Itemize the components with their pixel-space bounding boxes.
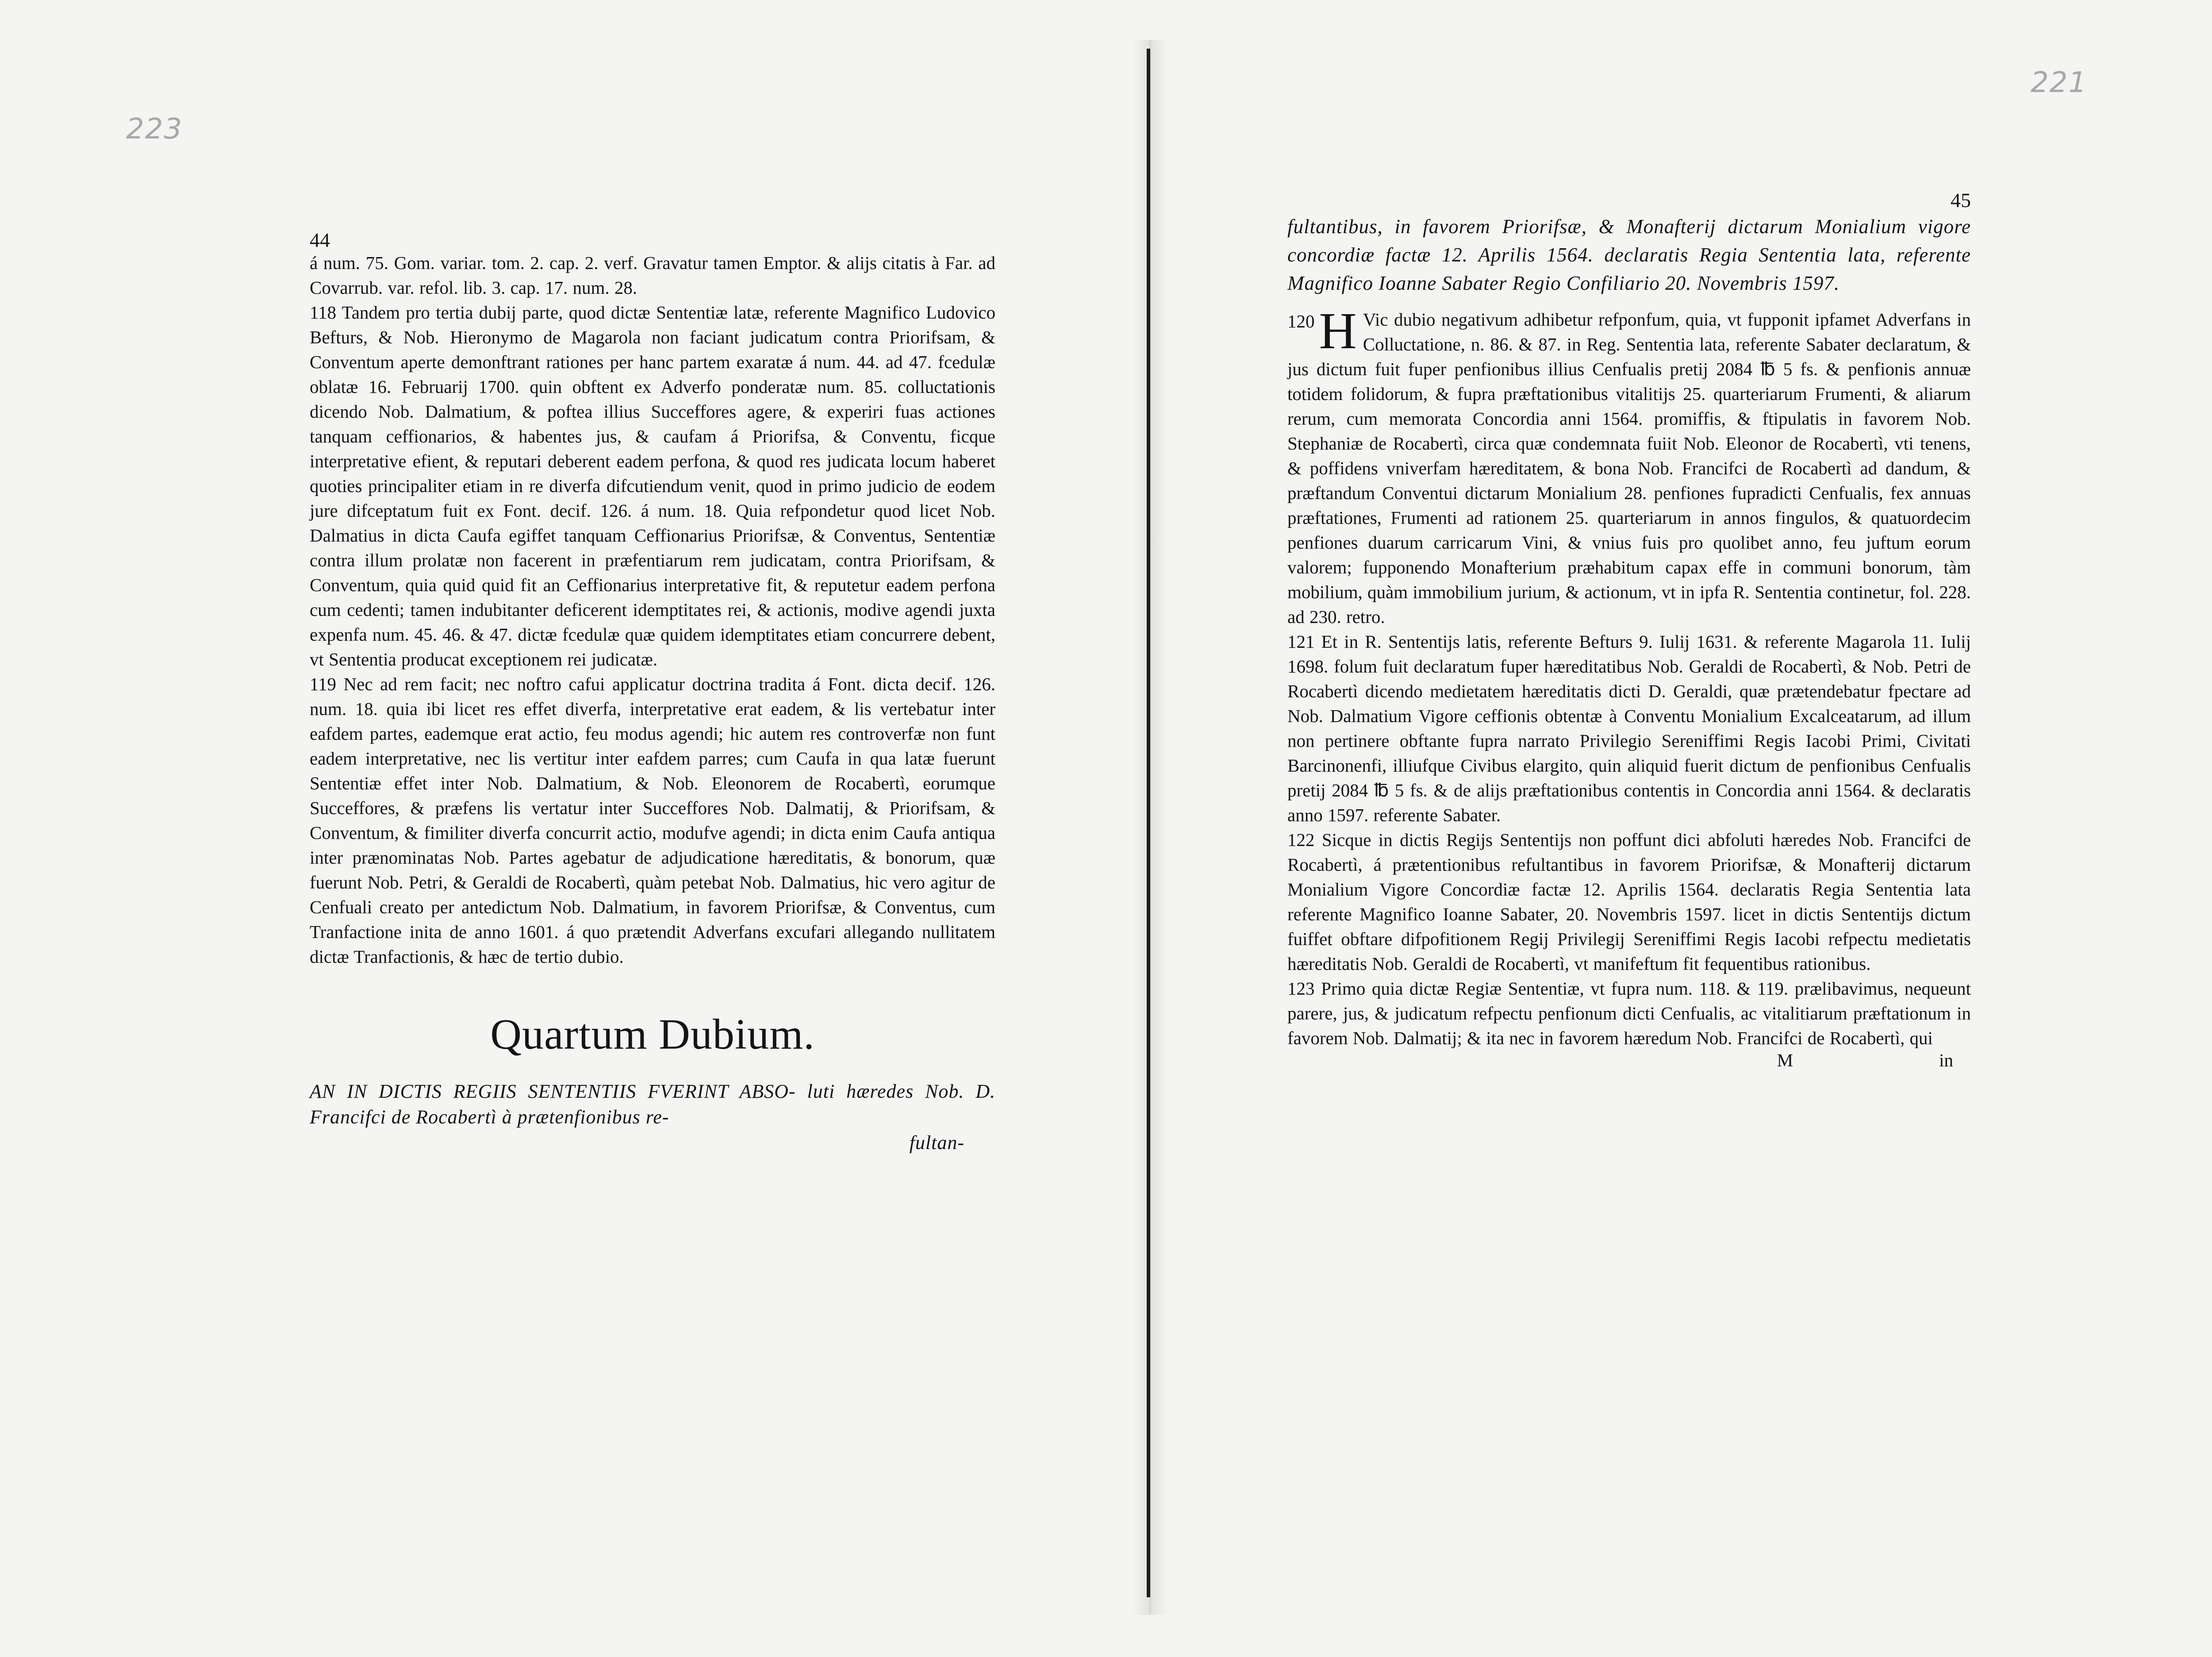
subheading-catchword: fultan- (909, 1132, 964, 1153)
paragraph-123: 123 Primo quia dictæ Regiæ Sententiæ, vt fupra num. 118. & 119. prælibavimus, nequeunt parere, jus, & judicatum refpectu penfionum dicti Cenfualis, ac vitalitiarum præftationum in favorem Nob. Dalmatij; & ita nec in favorem hæredum Nob. Francifci de Rocabertì, qui (1287, 978, 1971, 1048)
section-heading: Quartum Dubium. (490, 1011, 815, 1058)
paragraph-120-body: Vic dubio negativum adhibetur refponfum, quia, vt fupponit ipfamet Adverfans in Colluctatione, n. 86. & 87. in Reg. Sententia lata, referente Sabater declaratum, & jus dictum fuit fuper penfionibus illius Cenfualis pretij 2084 ℔ 5 fs. & penfionis annuæ totidem folidorum, & fupra præftationibus vitalitijs 25. quarteriarum Frumenti, & aliarum rerum, cum memorata Concordia anni 1564. promiffis, & ftipulatis in favorem Nob. Stephaniæ de Rocabertì, circa quæ condemnata fuiit Nob. Eleonor de Rocabertì, vti tenens, & poffidens vniverfam hæreditatem, & bona Nob. Francifci de Rocabertì ad dandum, & præftandum Conventui dictarum Monialium 28. penfiones fupradicti Cenfualis, fex annuas præftationes, Frumenti ad rationem 25. quarteriarum in annos fingulos, & quatuordecim penfiones duarum carricarum Vini, & vnius fuis pro quolibet anno, feu juftum eorum valorem; fupponendo Monafterium præhabitum capax effe in communi bonorum, tàm mobilium, quàm immobilium jurium, & actionum, vt in ipfa R. Sententia continetur, fol. 228. ad 230. retro. (1287, 309, 1971, 627)
paragraph-120-number: 120 (1287, 311, 1315, 331)
right-page-text (1287, 302, 1971, 1050)
page-number-right: 45 (1951, 189, 1971, 211)
paragraph-118: 118 Tandem pro tertia dubij parte, quod dictæ Sententiæ latæ, referente Magnifico Ludovico Befturs, & Nob. Hieronymo de Magarola non faciant judicatum contra Priorifsam, & Conventum aperte demonftrant rationes per hanc partem exaratæ á num. 44. ad 47. fcedulæ oblatæ 16. Februarij 1700. quin obftent ex Adverfo ponderatæ num. 85. colluctationis dicendo Nob. Dalmatium, & poftea illius Succeffores agere, & experiri fuas actiones tanquam ceffionarios, & habentes jus, & caufam á Priorifsa, & Conventu, ficque interpretative efient, & reputari deberent eadem perfona, & quod res judicata locum haberet quoties principaliter etiam in re diverfa difcutiendum venit, quod in primo judicio de eodem jure difceptatum fuit ex Font. decif. 126. á num. 18. Quia refpondetur quod licet Nob. Dalmatius in dicta Caufa egiffet tanquam Ceffionarius Priorifsæ, & Conventus, Sententiæ contra illum prolatæ non facerent in præfentiarum rem judicatam, contra Priorifsam, & Conventum, quia quid quid fit an Ceffionarius interpretative fit, & reputetur eadem perfona cum cedenti; tamen indubitanter deficerent idemptitates rei, & actionis, modive agendi juxta expenfa num. 45. 46. & 47. dictæ fcedulæ quæ quidem idemptitates etiam concurrere debent, vt Sententia producat exceptionem rei judicatæ. (310, 302, 995, 669)
book-gutter (1147, 49, 1150, 1597)
gutter-shadow (1133, 40, 1168, 1615)
paragraph-121: 121 Et in R. Sententijs latis, referente Befturs 9. Iulij 1631. & referente Magarola 11. Iulij 1698. folum fuit declaratum fuper hæreditatibus Nob. Geraldi de Rocabertì, & Nob. Petri de Rocabertì dicendo medietatem hæreditatis dicti D. Geraldi, quæ prætendebatur fpectare ad Nob. Dalmatium Vigore ceffionis obtentæ à Conventu Monialium Excalceatarum, ad illum non pertinere obftante fupra narrato Privilegio Sereniffimi Regis Iacobi Primi, Civitati Barcinonenfi, illiufque Civibus elargito, quin aliquid fuerit dictum de penfionibus Cenfualis pretij 2084 ℔ 5 fs. & de alijs præftationibus contentis in Concordia anni 1564. & declaratis anno 1597. referente Sabater. (1287, 631, 1971, 825)
pencil-folio-left: 223 (126, 113, 183, 146)
paragraph-119: 119 Nec ad rem facit; nec noftro cafui applicatur doctrina tradita á Font. dicta decif. 126. num. 18. quia ibi licet res effet diverfa, interpretative erat eadem, & lis vertebatur inter eafdem partes, eademque erat actio, feu modus agendi; hic autem res controverfæ non funt eadem interpretative, nec lis vertitur inter eafdem parres; cum Caufa in qua latæ fuerunt Sententiæ effet inter Nob. Dalmatium, & Nob. Eleonorem de Rocabertì, eorumque Succeffores, & præfens lis vertatur inter Succeffores Nob. Dalmatij, & Priorifsam, & Conventum, & fimiliter diverfa concurrit actio, modufve agendi; in dicta enim Caufa antiqua inter prænominatas Nob. Partes agebatur de adjudicatione hæreditatis, & bonorum, quæ fuerunt Nob. Petri, & Geraldi de Rocabertì, quàm petebat Nob. Dalmatius, hic vero agitur de Cenfuali creato per antedictum Nob. Dalmatium, in favorem Priorifsæ, & Conventus, cum Tranfactione inita de anno 1601. á quo prætendit Adverfans excufari allegando nullitatem dictæ Tranfactionis, & hæc de tertio dubio. (310, 674, 995, 967)
right-page-intro: fultantibus, in favorem Priorifsæ, & Monafterij dictarum Monialium vigore concordiæ factæ 12. Aprilis 1564. declaratis Regia Sententia lata, referente Magnifico Ioanne Sabater Regio Confiliario 20. Novembris 1597. (1287, 215, 1971, 294)
page-number-left: 44 (310, 229, 330, 251)
left-page (310, 230, 995, 1156)
paragraph-117-cont: á num. 75. Gom. variar. tom. 2. cap. 2. verf. Gravatur tamen Emptor. & alijs citatis à Far. ad Covarrub. var. refol. lib. 3. cap. 17. num. 28. (310, 253, 995, 298)
left-page-text (310, 250, 995, 969)
paragraph-122: 122 Sicque in dictis Regijs Sententijs non poffunt dici abfoluti hæredes Nob. Francifci de Rocabertì, á prætentionibus refultantibus in favorem Priorifsæ, & Monafterij dictarum Monialium Vigore Concordiæ factæ 12. Aprilis 1564. declaratis Regia Sententia lata referente Magnifico Ioanne Sabater, 20. Novembris 1597. licet in dictis Sententijs dictum fuiffet obftare difpofitionem Regij Privilegij Sereniffimi Regis Iacobi refpectu medietatis hæreditatis Nob. Geraldi de Rocabertì, vt manifeftum fit fequentibus rationibus. (1287, 830, 1971, 974)
paragraph-120 (1287, 302, 1971, 629)
section-subheading (310, 1079, 995, 1156)
drop-capital: H (1319, 302, 1357, 360)
catchword: in (1939, 1050, 1953, 1070)
page-footer (1287, 1050, 1971, 1070)
pencil-folio-right: 221 (2031, 66, 2088, 99)
right-page (1287, 190, 1971, 1070)
subheading-rest: luti hæredes Nob. D. Francifci de Rocabertì à prætenfionibus re- (310, 1080, 995, 1128)
subheading-caps: AN IN DICTIS REGIIS SENTENTIIS FVERINT ABSO- (310, 1080, 796, 1102)
signature-mark: M (1777, 1050, 1793, 1070)
